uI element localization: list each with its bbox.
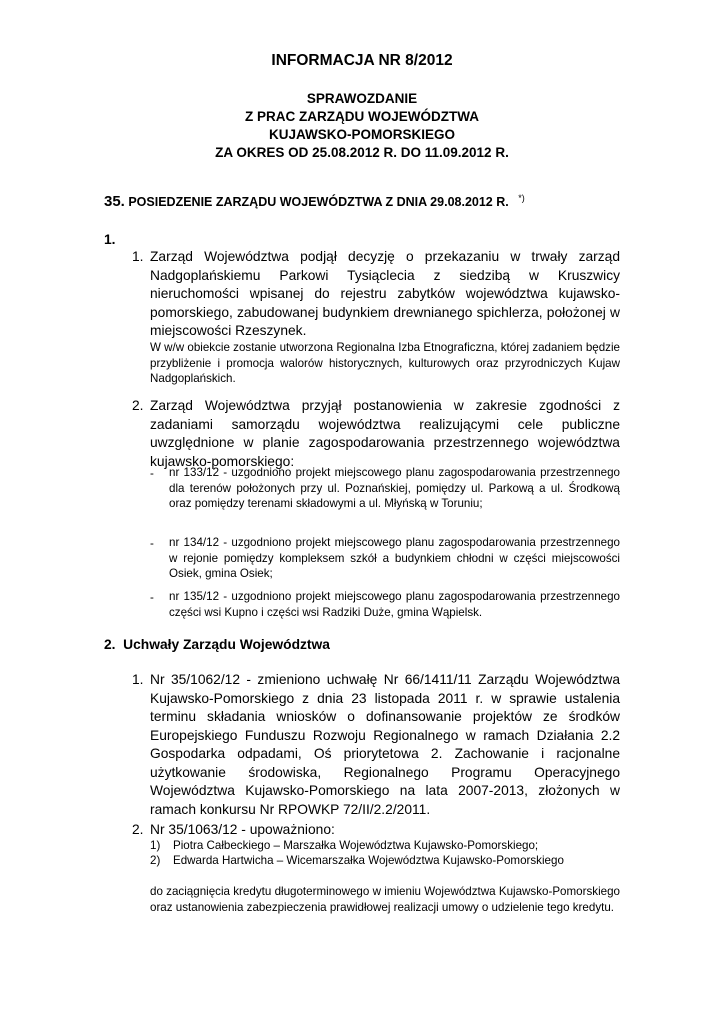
report-period: ZA OKRES OD 25.08.2012 R. DO 11.09.2012 R. <box>215 145 509 160</box>
decision-text: Zarząd Województwa podjął decyzję o przekazaniu w trwały zarząd Nadgoplańskiemu Parkowi Tysiąclecia z siedzibą w Kruszwicy nieruchomości wpisanej do rejestru zabytków województwa kujawsko-pomorskiego, zabudowanej budynkiem drewnianego spichlerza, położonej w miejscowości Rzeszynek. <box>150 249 620 338</box>
section-2-heading: 2. Uchwały Zarządu Województwa <box>104 637 330 652</box>
authorization-purpose: do zaciągnięcia kredytu długoterminowego w imieniu Województwa Kujawsko-Pomorskiego oraz ustanowienia zabezpieczenia prawidłowej realizacji umowy o udzielenie tego kredytu. <box>150 885 620 914</box>
report-subheading: Z PRAC ZARZĄDU WOJEWÓDZTWA <box>245 109 479 124</box>
item-number: 2. <box>132 398 144 413</box>
item-number: 1. <box>132 672 144 687</box>
meeting-number: 35. <box>104 193 125 211</box>
section-1-heading: 1. <box>104 232 116 247</box>
bullet-item: nr 133/12 - uzgodniono projekt miejscowego planu zagospodarowania przestrzennego dla terenów położonych przy ul. Poznańskiej, pomiędzy ul. Parkową a ul. Środkową oraz pomiędzy terenami składowymi a ul. Młyńską w Toruniu; <box>169 466 620 510</box>
bullet-item: nr 134/12 - uzgodniono projekt miejscowego planu zagospodarowania przestrzennego w rejonie pomiędzy kompleksem szkół a budynkiem chłodni w części miejscowości Osiek, gmina Osiek; <box>169 536 620 580</box>
resolution-intro: Zarząd Województwa przyjął postanowienia w zakresie zgodności z zadaniami samorządu województwa realizującymi cele publiczne uwzględnione w planie zagospodarowania przestrzennego województwa kujawsko-pomorskiego: <box>150 398 620 469</box>
resolution-text: Nr 35/1062/12 - zmieniono uchwałę Nr 66/1411/11 Zarządu Województwa Kujawsko-Pomorskiego z dnia 23 listopada 2011 r. w sprawie ustalenia terminu składania wniosków o dofinansowanie projektów ze środków Europejskiego Funduszu Rozwoju Regionalnego w ramach Działania 2.2 Gospodarka odpadami, Oś priorytetowa 2. Zachowanie i racjonalne użytkowanie środowiska, Regionalnego Programu Operacyjnego Województwa Kujawsko-Pomorskiego na lata 2007-2013, złożonych w ramach konkursu Nr RPOWKP 72/II/2.2/2011. <box>150 672 620 817</box>
person-item: Edwarda Hartwicha – Wicemarszałka Województwa Kujawsko-Pomorskiego <box>173 854 564 867</box>
person-item: Piotra Całbeckiego – Marszałka Województwa Kujawsko-Pomorskiego; <box>173 839 539 852</box>
report-region: KUJAWSKO-POMORSKIEGO <box>268 127 455 142</box>
document-title: INFORMACJA NR 8/2012 <box>271 52 453 69</box>
bullet-dash: - <box>150 591 154 604</box>
item-number: 2. <box>132 822 144 837</box>
bullet-item: nr 135/12 - uzgodniono projekt miejscowego planu zagospodarowania przestrzennego części wsi Kupno i części wsi Radziki Duże, gmina Wąpielsk. <box>169 590 620 619</box>
authorization-intro: Nr 35/1063/12 - upoważniono: <box>150 822 335 837</box>
item-number: 1. <box>132 249 144 264</box>
footnote-marker: *) <box>518 193 525 203</box>
meeting-heading <box>104 193 624 210</box>
decision-note: W w/w obiekcie zostanie utworzona Regionalna Izba Etnograficzna, której zadaniem będzie przybliżenie i promocja walorów historycznych, kulturowych oraz przyrodniczych Kujaw Nadgoplańskich. <box>150 341 620 385</box>
meeting-title: POSIEDZENIE ZARZĄDU WOJEWÓDZTWA Z DNIA 29.08.2012 R. <box>128 195 509 210</box>
bullet-dash: - <box>150 537 154 550</box>
bullet-dash: - <box>150 467 154 480</box>
person-number: 2) <box>150 854 161 867</box>
report-heading: SPRAWOZDANIE <box>306 91 418 106</box>
person-number: 1) <box>150 839 161 852</box>
